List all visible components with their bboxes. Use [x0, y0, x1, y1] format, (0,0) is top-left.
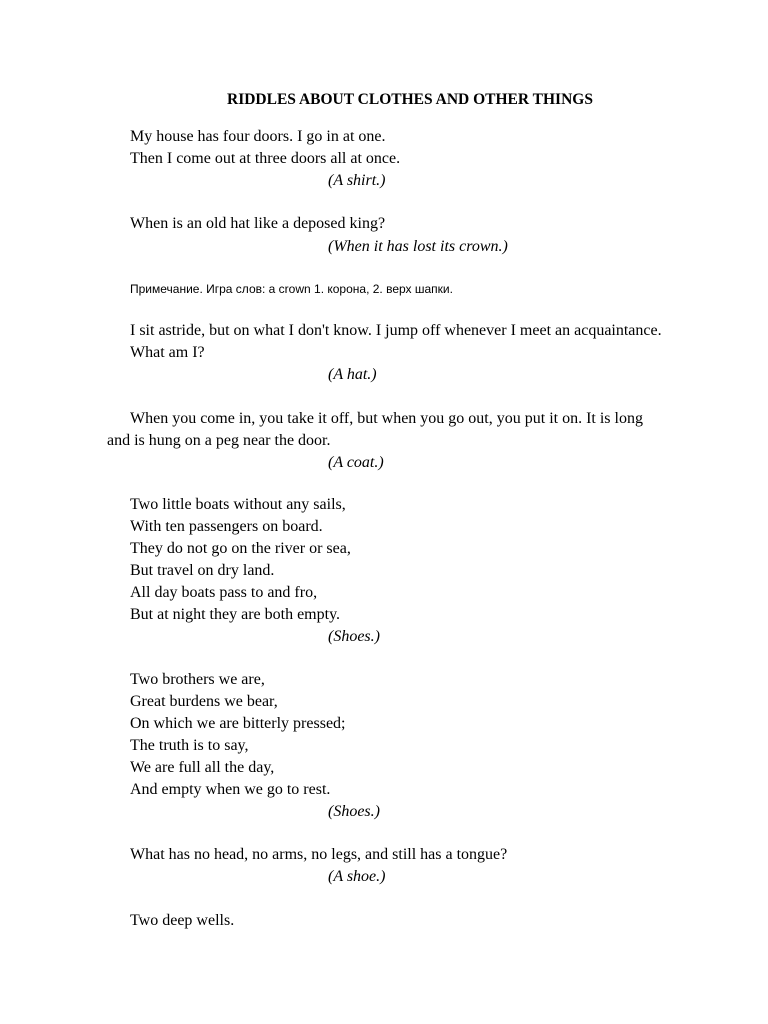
riddle-6-line-4: The truth is to say,	[130, 737, 249, 754]
riddle-6-line-6: And empty when we go to rest.	[130, 781, 331, 798]
riddle-3-answer: (A hat.)	[328, 366, 377, 383]
riddle-2-answer: (When it has lost its crown.)	[328, 238, 508, 255]
riddle-6-line-5: We are full all the day,	[130, 759, 275, 776]
riddle-7-answer: (A shoe.)	[328, 868, 386, 885]
riddle-4-line-2: and is hung on a peg near the door.	[107, 432, 331, 449]
riddle-5-line-2: With ten passengers on board.	[130, 518, 323, 535]
riddle-2-note: Примечание. Игра слов: a crown 1. корона, 2. верх шапки.	[130, 282, 453, 296]
riddle-3-line-1: I sit astride, but on what I don't know. I jump off whenever I meet an acquaintance.	[130, 322, 662, 339]
riddle-1-answer: (A shirt.)	[328, 172, 386, 189]
riddle-4-line-1: When you come in, you take it off, but when you go out, you put it on. It is long	[130, 410, 643, 427]
riddle-6-answer: (Shoes.)	[328, 803, 380, 820]
riddle-1-line-2: Then I come out at three doors all at once.	[130, 150, 401, 167]
riddle-7-line-1: What has no head, no arms, no legs, and still has a tongue?	[130, 846, 508, 863]
riddle-5-answer: (Shoes.)	[328, 628, 380, 645]
riddle-8-line-1: Two deep wells.	[130, 912, 235, 929]
riddle-5-line-6: But at night they are both empty.	[130, 606, 341, 623]
riddle-5-line-1: Two little boats without any sails,	[130, 496, 346, 513]
riddle-5-line-4: But travel on dry land.	[130, 562, 275, 579]
riddle-5-line-5: All day boats pass to and fro,	[130, 584, 318, 601]
riddle-3-line-2: What am I?	[130, 344, 205, 361]
riddle-6-line-1: Two brothers we are,	[130, 671, 265, 688]
document-title: RIDDLES ABOUT CLOTHES AND OTHER THINGS	[227, 91, 593, 108]
riddle-6-line-3: On which we are bitterly pressed;	[130, 715, 346, 732]
riddle-5-line-3: They do not go on the river or sea,	[130, 540, 351, 557]
riddle-4-answer: (A coat.)	[328, 454, 384, 471]
riddle-6-line-2: Great burdens we bear,	[130, 693, 278, 710]
riddle-2-line-1: When is an old hat like a deposed king?	[130, 215, 386, 232]
riddle-1-line-1: My house has four doors. I go in at one.	[130, 128, 386, 145]
